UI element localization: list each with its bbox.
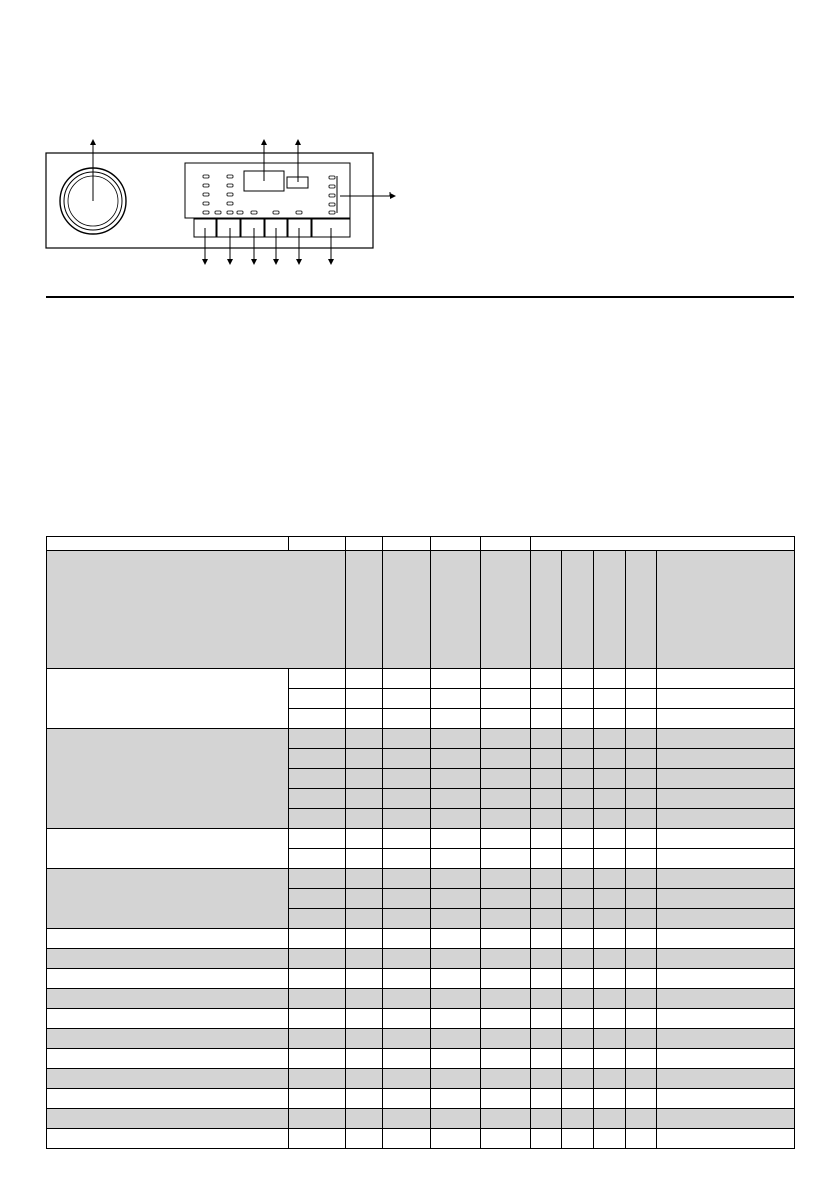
buttons-row	[194, 219, 350, 237]
table-row	[47, 1029, 795, 1049]
table-top-row	[47, 537, 795, 551]
table-row	[47, 869, 795, 889]
table-row	[47, 669, 795, 689]
indicator-lights-right	[329, 176, 335, 214]
table-row	[47, 1069, 795, 1089]
table-row	[47, 829, 795, 849]
table-row	[47, 949, 795, 969]
table-row	[47, 1089, 795, 1109]
programme-table	[46, 536, 795, 1149]
table-row	[47, 1109, 795, 1129]
table-row	[47, 1129, 795, 1149]
table-row	[47, 929, 795, 949]
table-row	[47, 1049, 795, 1069]
table-row	[47, 1009, 795, 1029]
table-row	[47, 729, 795, 749]
section-divider	[46, 296, 794, 298]
control-panel-diagram	[0, 0, 840, 300]
table-row	[47, 969, 795, 989]
table-header-row	[47, 551, 795, 669]
table-row	[47, 989, 795, 1009]
